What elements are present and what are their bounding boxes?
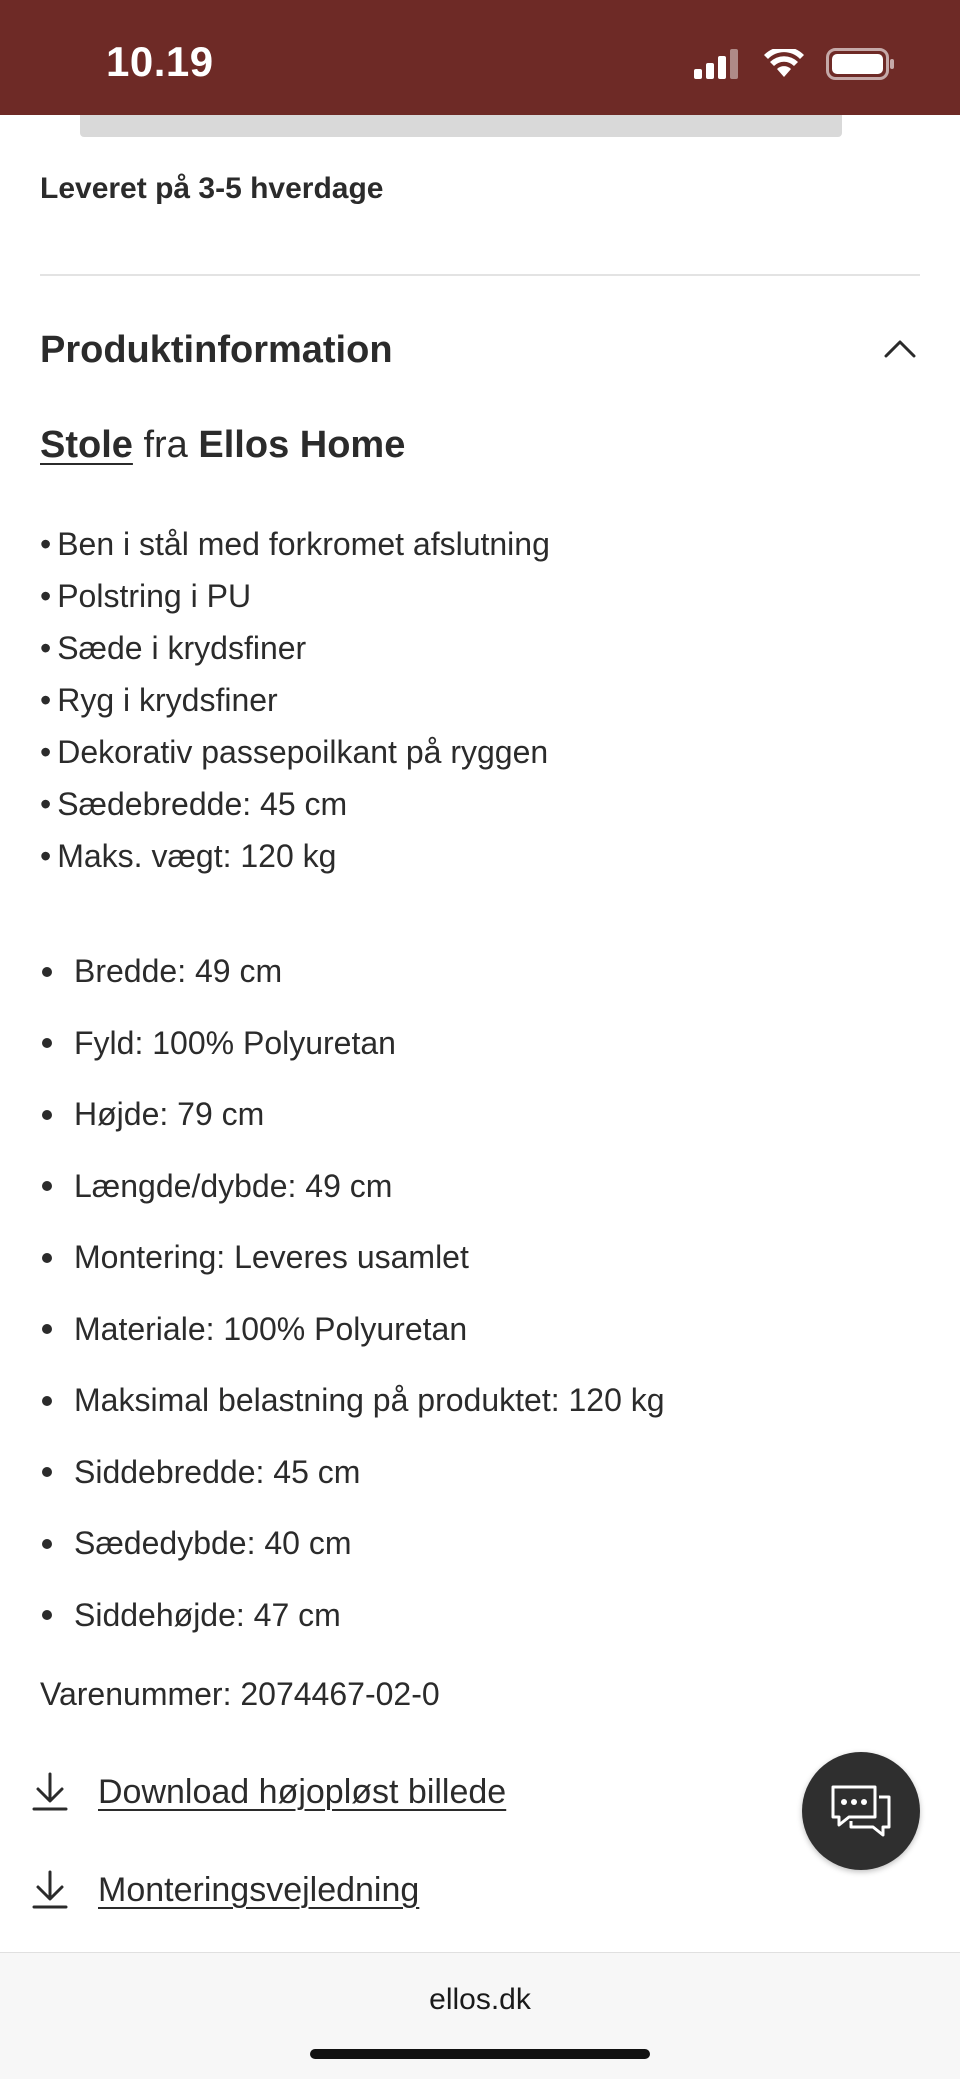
chat-icon bbox=[829, 1783, 893, 1839]
feature-item: • Ryg i krydsfiner bbox=[40, 682, 278, 718]
battery-icon bbox=[826, 48, 896, 80]
spec-list bbox=[40, 936, 665, 1651]
chat-button[interactable] bbox=[802, 1752, 920, 1870]
spec-item: Montering: Leveres usamlet bbox=[40, 1222, 665, 1294]
download-image-label[interactable]: Download højopløst billede bbox=[98, 1772, 507, 1811]
status-time: 10.19 bbox=[106, 38, 214, 85]
delivery-info: Leveret på 3-5 hverdage bbox=[40, 172, 384, 205]
feature-list bbox=[40, 518, 550, 882]
from-text: fra bbox=[143, 424, 188, 466]
assembly-guide-link[interactable] bbox=[32, 1870, 419, 1910]
brand-name: Ellos Home bbox=[198, 424, 406, 466]
spec-item: Højde: 79 cm bbox=[40, 1079, 665, 1151]
home-indicator[interactable] bbox=[310, 2049, 650, 2059]
feature-item: • Maks. vægt: 120 kg bbox=[40, 838, 337, 874]
download-icon bbox=[32, 1870, 68, 1910]
feature-item: • Sæde i krydsfiner bbox=[40, 630, 307, 666]
product-info-header[interactable] bbox=[40, 322, 920, 378]
section-title: Produktinformation bbox=[40, 328, 393, 371]
spec-item: Siddehøjde: 47 cm bbox=[40, 1580, 665, 1652]
spec-item: Maksimal belastning på produktet: 120 kg bbox=[40, 1365, 665, 1437]
top-strip bbox=[80, 115, 842, 137]
spec-item: Siddebredde: 45 cm bbox=[40, 1437, 665, 1509]
download-icon bbox=[32, 1772, 68, 1812]
assembly-guide-label[interactable]: Monteringsvejledning bbox=[98, 1870, 420, 1909]
download-image-link[interactable] bbox=[32, 1772, 506, 1812]
address-bar[interactable]: ellos.dk bbox=[429, 1983, 531, 2016]
feature-item: • Polstring i PU bbox=[40, 578, 252, 614]
spec-item: Længde/dybde: 49 cm bbox=[40, 1151, 665, 1223]
sku-number: Varenummer: 2074467-02-0 bbox=[40, 1676, 440, 1712]
spec-item: Sædedybde: 40 cm bbox=[40, 1508, 665, 1580]
wifi-icon bbox=[764, 49, 804, 79]
category-link[interactable]: Stole bbox=[40, 424, 133, 466]
spec-item: Bredde: 49 cm bbox=[40, 936, 665, 1008]
spec-item: Materiale: 100% Polyuretan bbox=[40, 1294, 665, 1366]
status-bar bbox=[0, 0, 960, 115]
feature-item: • Dekorativ passepoilkant på ryggen bbox=[40, 734, 549, 770]
spec-item: Fyld: 100% Polyuretan bbox=[40, 1008, 665, 1080]
browser-bottom-bar bbox=[0, 1952, 960, 2079]
divider bbox=[40, 274, 920, 276]
chevron-up-icon[interactable] bbox=[880, 330, 920, 370]
status-icons bbox=[694, 48, 896, 80]
feature-item: • Ben i stål med forkromet afslutning bbox=[40, 526, 550, 562]
feature-item: • Sædebredde: 45 cm bbox=[40, 786, 348, 822]
product-brand-line bbox=[40, 424, 405, 467]
signal-icon bbox=[694, 49, 742, 79]
